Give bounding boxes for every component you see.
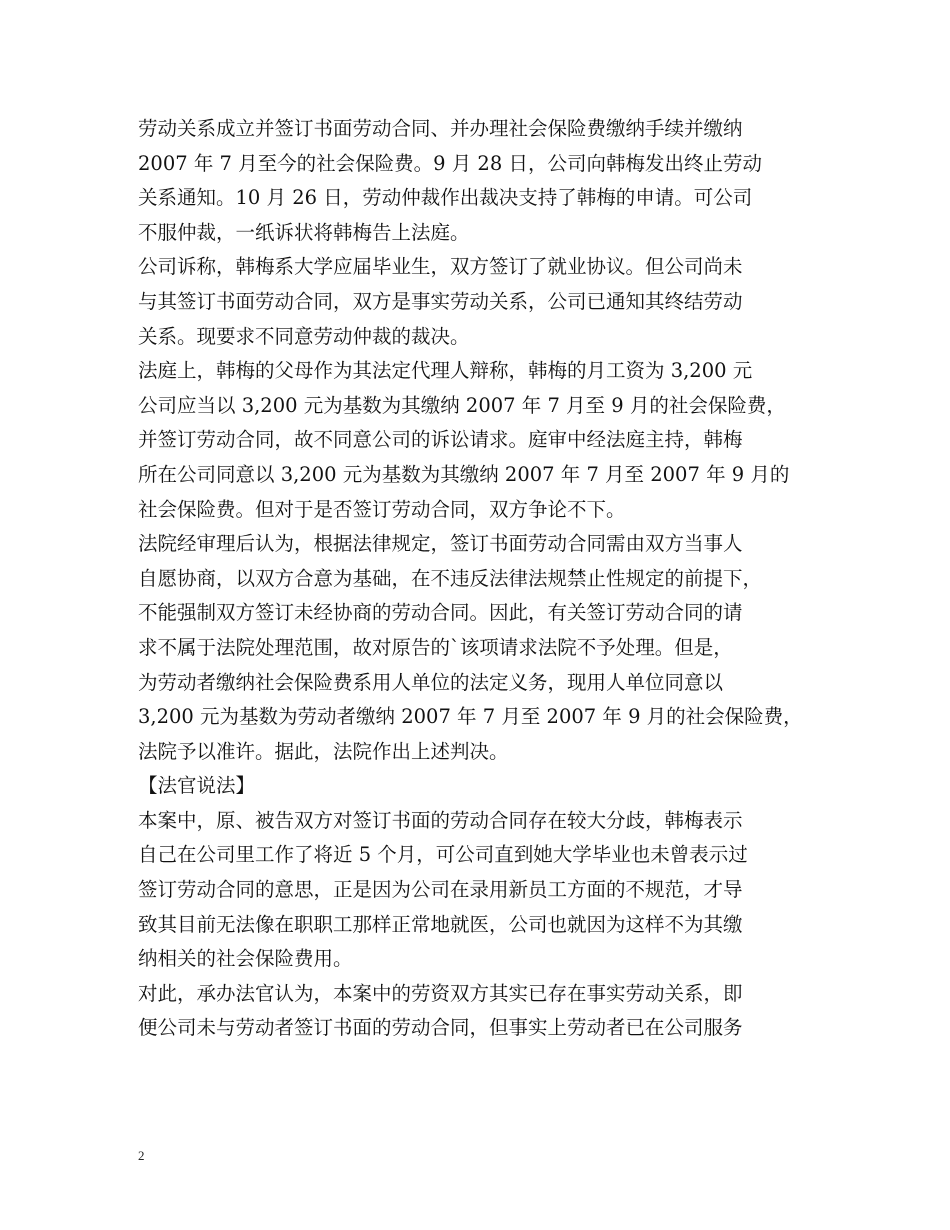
text-line: 签订劳动合同的意思，正是因为公司在录用新员工方面的不规范，才导 [138,878,743,902]
text-line: 求不属于法院处理范围，故对原告的`该项请求法院不予处理。但是， [138,635,733,659]
page-number: 2 [138,1148,145,1163]
text-line: 对此，承办法官认为，本案中的劳资双方其实已存在事实劳动关系，即 [138,981,743,1005]
text-line: 劳动关系成立并签订书面劳动合同、并办理社会保险费缴纳手续并缴纳 [138,117,743,140]
text-line: 并签订劳动合同，故不同意公司的诉讼请求。庭审中经法庭主持，韩梅 [138,428,743,452]
text-line: 2007 年 7 月至今的社会保险费。9 月 28 日，公司向韩梅发出终止劳动 [138,151,762,175]
text-line: 社会保险费。但对于是否签订劳动合同，双方争论不下。 [138,497,626,521]
text-line: 不服仲裁，一纸诉状将韩梅告上法庭。 [138,220,470,244]
text-line: 公司应当以 3,200 元为基数为其缴纳 2007 年 7 月至 9 月的社会保险费， [138,393,786,417]
text-line: 所在公司同意以 3,200 元为基数为其缴纳 2007 年 7 月至 2007 年 9 月的 [138,462,790,486]
text-line: 致其目前无法像在职职工那样正常地就医，公司也就因为这样不为其缴 [138,912,743,936]
text-line: 纳相关的社会保险费用。 [138,947,353,971]
text-line: 便公司未与劳动者签订书面的劳动合同，但事实上劳动者已在公司服务 [138,1016,743,1040]
section-heading: 【法官说法】 [138,774,256,798]
body-text [138,112,818,1046]
text-line: 法院经审理后认为，根据法律规定，签订书面劳动合同需由双方当事人 [138,532,743,556]
text-line: 法院予以准许。据此，法院作出上述判决。 [138,739,509,763]
text-line: 不能强制双方签订未经协商的劳动合同。因此，有关签订劳动合同的请 [138,601,743,625]
text-line: 公司诉称，韩梅系大学应届毕业生，双方签订了就业协议。但公司尚未 [138,255,743,279]
text-line: 与其签订书面劳动合同，双方是事实劳动关系，公司已通知其终结劳动 [138,289,743,313]
text-line: 为劳动者缴纳社会保险费系用人单位的法定义务，现用人单位同意以 [138,670,724,694]
text-line: 关系。现要求不同意劳动仲裁的裁决。 [138,324,470,348]
text-line: 3,200 元为基数为劳动者缴纳 2007 年 7 月至 2007 年 9 月的社会保险费， [138,705,803,729]
text-line: 法庭上，韩梅的父母作为其法定代理人辩称，韩梅的月工资为 3,200 元 [138,359,753,383]
text-line: 自愿协商，以双方合意为基础，在不违反法律法规禁止性规定的前提下， [138,566,763,590]
text-line: 关系通知。10 月 26 日，劳动仲裁作出裁决支持了韩梅的申请。可公司 [138,186,753,210]
text-line: 自己在公司里工作了将近 5 个月，可公司直到她大学毕业也未曾表示过 [138,843,748,867]
text-line: 本案中，原、被告双方对签订书面的劳动合同存在较大分歧，韩梅表示 [138,808,743,832]
